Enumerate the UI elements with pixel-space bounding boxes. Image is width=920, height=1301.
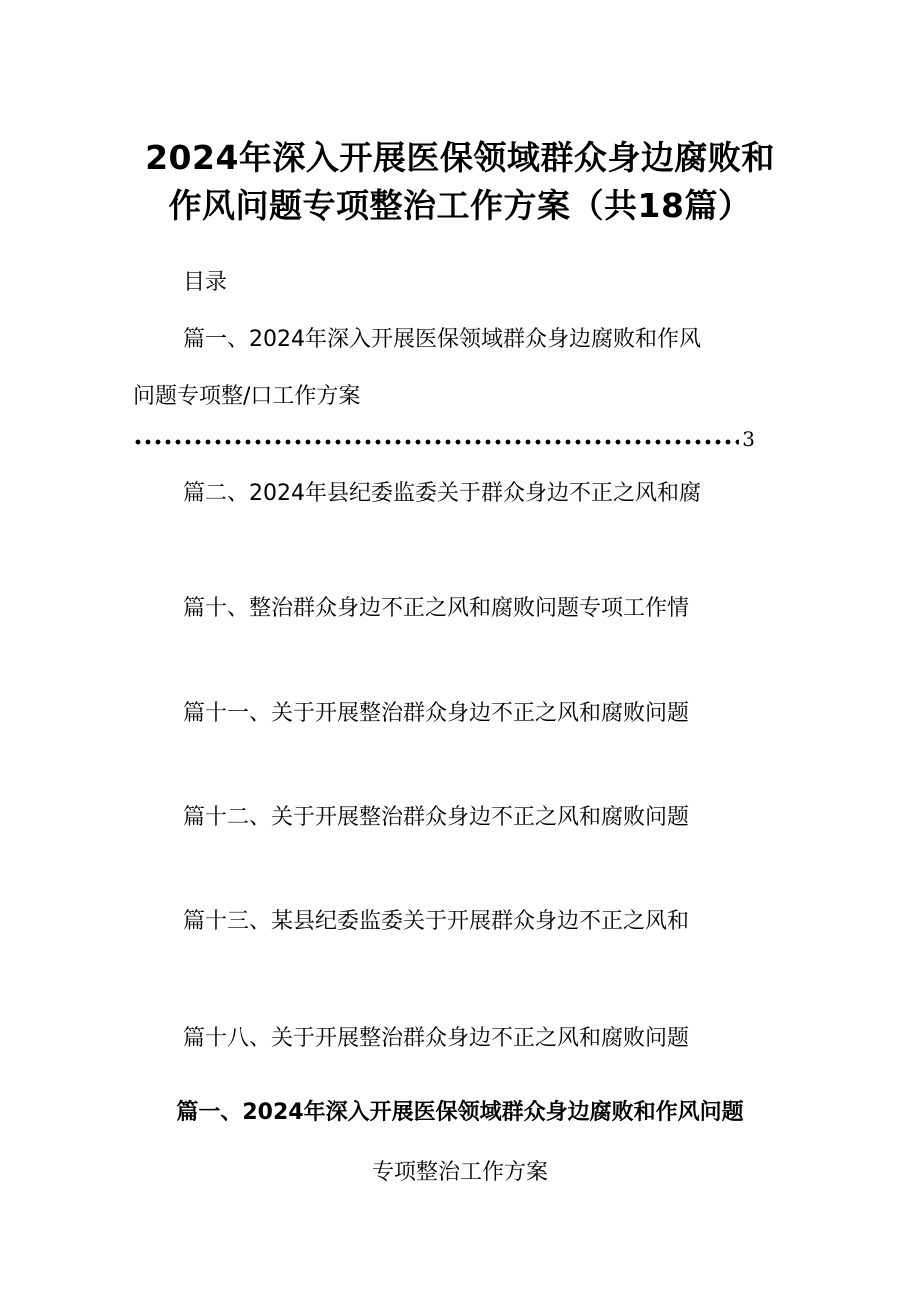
toc-label: 目录 [183,270,228,295]
toc-entry-11[interactable]: 篇十一、关于开展整治群众身边不正之风和腐败问题 [183,701,690,726]
document-title-line-2: 作风问题专项整治工作方案（共18篇） [168,186,752,225]
toc-entry-18[interactable]: 篇十八、关于开展整治群众身边不正之风和腐败问题 [183,1026,690,1051]
toc-entry-1-leader [133,424,755,454]
toc-entry-13[interactable]: 篇十三、某县纪委监委关于开展群众身边不正之风和 [183,909,690,934]
section-heading-line-1: 篇一、2024年深入开展医保领域群众身边腐败和作风问题 [176,1100,744,1125]
toc-entry-12[interactable]: 篇十二、关于开展整治群众身边不正之风和腐败问题 [183,805,690,830]
toc-entry-10[interactable]: 篇十、整治群众身边不正之风和腐败问题专项工作情 [183,596,690,621]
dot-leader [133,439,739,445]
toc-entry-1[interactable]: 篇一、2024年深入开展医保领域群众身边腐败和作风 [183,327,701,352]
section-heading-line-2: 专项整治工作方案 [371,1160,548,1185]
document-title-line-1: 2024年深入开展医保领域群众身边腐败和 [145,138,775,177]
toc-entry-1-continuation[interactable]: 问题专项整/口工作方案 [133,384,361,409]
toc-entry-1-page-number: 3 [742,427,755,451]
toc-entry-2[interactable]: 篇二、2024年县纪委监委关于群众身边不正之风和腐 [183,481,701,506]
